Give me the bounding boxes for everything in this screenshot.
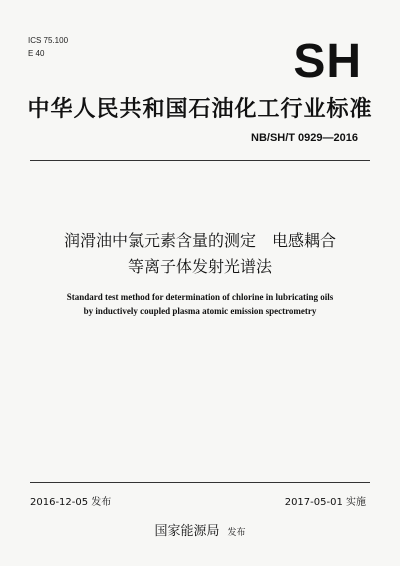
sh-logo: SH bbox=[293, 35, 362, 88]
bottom-divider bbox=[30, 482, 370, 483]
english-title-line-2: by inductively coupled plasma atomic emission spectrometry bbox=[83, 306, 317, 316]
chinese-title-line-2: 等离子体发射光谱法 bbox=[127, 257, 272, 276]
standard-number: NB/SH/T 0929—2016 bbox=[251, 132, 358, 144]
english-title-line-1: Standard test method for determination of chlorine in lubricating oils bbox=[66, 292, 334, 302]
chinese-title bbox=[0, 228, 400, 280]
english-title bbox=[0, 290, 400, 318]
publish-date: 2016-12-05 发布 bbox=[30, 497, 112, 508]
ics-code: ICS 75.100 bbox=[28, 36, 69, 45]
issuer-name: 国家能源局 bbox=[154, 524, 220, 539]
top-divider bbox=[30, 160, 370, 161]
effective-date: 2017-05-01 实施 bbox=[284, 497, 366, 508]
classification-codes bbox=[28, 34, 68, 60]
issuer-suffix: 发布 bbox=[227, 528, 246, 538]
issuer bbox=[0, 520, 400, 539]
chinese-title-line-1: 润滑油中氯元素含量的测定 电感耦合 bbox=[63, 231, 336, 250]
category-code: E 40 bbox=[28, 49, 45, 58]
standard-title: 中华人民共和国石油化工行业标准 bbox=[27, 97, 373, 122]
